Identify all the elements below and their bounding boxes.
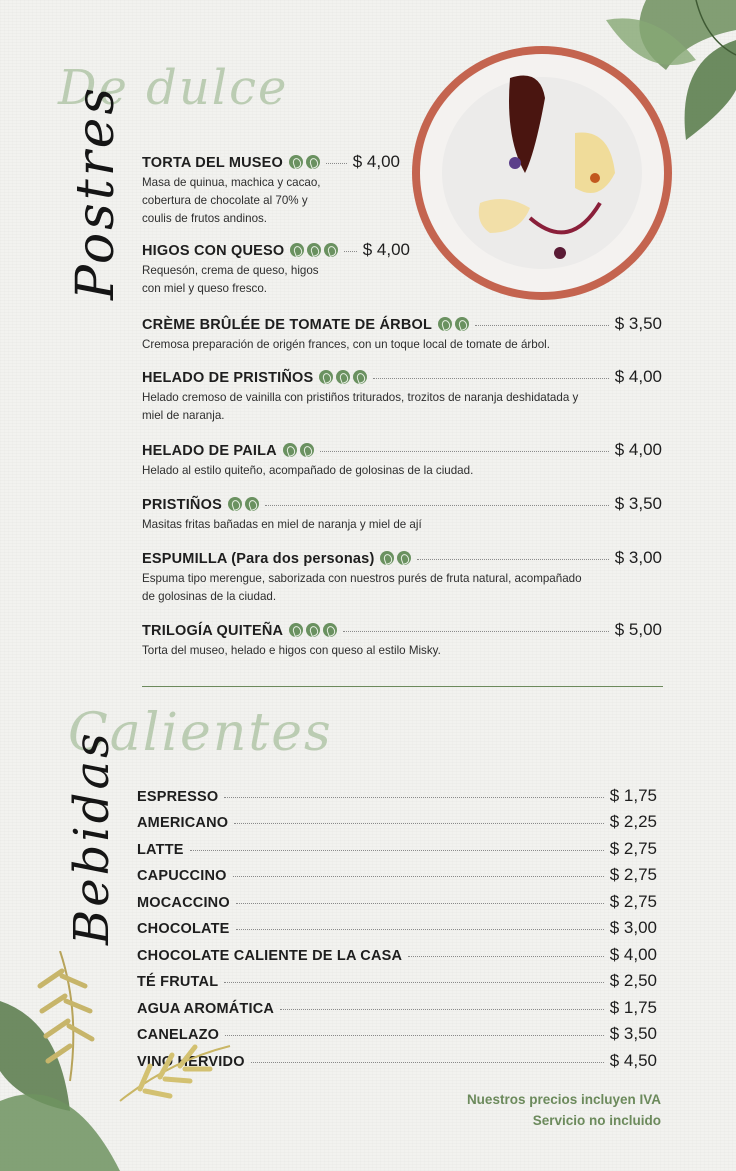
dairy-icon <box>324 243 338 257</box>
vegetarian-icon <box>336 370 350 384</box>
drink-row-latte <box>137 839 657 859</box>
drink-name: LATTE <box>137 842 184 858</box>
vegetarian-icon <box>306 623 320 637</box>
dot-leader <box>326 163 347 164</box>
drink-name: AMERICANO <box>137 815 229 831</box>
dot-leader <box>320 451 609 452</box>
vegetarian-icon <box>307 243 321 257</box>
item-name: CRÈME BRÛLÉE DE TOMATE DE ÁRBOL <box>142 317 433 333</box>
vegetarian-icon <box>455 317 469 331</box>
item-description: Cremosa preparación de origén frances, con un toque local de tomate de árbol. <box>142 338 550 351</box>
dairy-icon <box>397 551 411 565</box>
item-name: HIGOS CON QUESO <box>142 243 285 259</box>
drink-name: ESPRESSO <box>137 789 219 805</box>
drink-price: $ 4,00 <box>609 945 657 964</box>
item-name: HELADO DE PAILA <box>142 443 277 459</box>
dairy-icon <box>353 370 367 384</box>
drink-price: $ 1,75 <box>609 786 657 805</box>
drink-price: $ 2,50 <box>609 971 657 990</box>
drink-row-espresso <box>137 786 657 806</box>
section-divider <box>142 686 663 687</box>
item-description: Masitas fritas bañadas en miel de naranja y miel de ají <box>142 518 422 531</box>
dairy-icon <box>245 497 259 511</box>
item-price: $ 3,00 <box>614 548 662 567</box>
drink-price: $ 4,50 <box>609 1051 657 1070</box>
postres-side-label: Postres <box>66 84 126 300</box>
item-name: HELADO DE PRISTIÑOS <box>142 370 314 386</box>
item-description: Helado cremoso de vainilla con pristiños triturados, trozitos de naranja deshidatada y miel de naranja. <box>142 391 579 422</box>
menu-item-torta-del-museo <box>142 152 400 228</box>
dairy-icon <box>323 623 337 637</box>
dot-leader <box>233 876 604 877</box>
dot-leader <box>251 1062 604 1063</box>
drink-row-americano <box>137 812 657 832</box>
dot-leader <box>236 903 604 904</box>
menu-item-helado-de-paila <box>142 440 662 480</box>
drink-price: $ 2,75 <box>609 892 657 911</box>
postres-section-title: De dulce <box>58 60 289 116</box>
drink-name: TÉ FRUTAL <box>137 974 219 990</box>
item-name: TORTA DEL MUSEO <box>142 155 284 171</box>
drink-row-chocolate <box>137 918 657 938</box>
dot-leader <box>408 956 604 957</box>
dot-leader <box>343 631 609 632</box>
menu-item-helado-de-pristinos <box>142 367 662 425</box>
dot-leader <box>190 850 604 851</box>
drink-price: $ 2,75 <box>609 865 657 884</box>
menu-item-trilogia-quitena <box>142 620 662 660</box>
drink-name: VINO HERVIDO <box>137 1054 245 1070</box>
drink-name: MOCACCINO <box>137 895 230 911</box>
dot-leader <box>344 251 356 252</box>
gluten-free-icon <box>380 551 394 565</box>
item-description: Masa de quinua, machica y cacao, cobertura de chocolate al 70% y coulis de frutos andinos. <box>142 176 321 225</box>
dot-leader <box>265 505 609 506</box>
menu-item-pristinos <box>142 494 662 534</box>
drink-price: $ 1,75 <box>609 998 657 1017</box>
dot-leader <box>234 823 604 824</box>
gluten-free-icon <box>289 623 303 637</box>
drink-price: $ 3,50 <box>609 1024 657 1043</box>
leaf-decoration-bottom-left-icon <box>0 951 240 1171</box>
dot-leader <box>373 378 608 379</box>
item-price: $ 3,50 <box>614 494 662 513</box>
item-description: Helado al estilo quiteño, acompañado de golosinas de la ciudad. <box>142 464 474 477</box>
dairy-icon <box>300 443 314 457</box>
item-price: $ 4,00 <box>362 240 410 259</box>
item-description: Requesón, crema de queso, higos con miel y queso fresco. <box>142 264 319 295</box>
drink-name: CHOCOLATE <box>137 921 230 937</box>
bebidas-side-label: Bebidas <box>64 730 120 945</box>
drink-name: CHOCOLATE CALIENTE DE LA CASA <box>137 948 403 964</box>
drink-price: $ 3,00 <box>609 918 657 937</box>
drink-row-mocaccino <box>137 892 657 912</box>
item-price: $ 4,00 <box>352 152 400 171</box>
gluten-free-icon <box>438 317 452 331</box>
item-price: $ 3,50 <box>614 314 662 333</box>
drink-price: $ 2,75 <box>609 839 657 858</box>
item-description: Torta del museo, helado e higos con queso al estilo Misky. <box>142 644 441 657</box>
vegetarian-icon <box>306 155 320 169</box>
dot-leader <box>475 325 609 326</box>
dessert-plate-image <box>410 43 674 303</box>
menu-item-espumilla <box>142 548 662 606</box>
drink-name: CAPUCCINO <box>137 868 227 884</box>
footer-iva-note: Nuestros precios incluyen IVA <box>466 1092 661 1107</box>
footer-service-note: Servicio no incluido <box>532 1113 661 1128</box>
menu-item-creme-brulee <box>142 314 662 354</box>
menu-item-higos-con-queso <box>142 240 410 298</box>
item-name: PRISTIÑOS <box>142 497 222 513</box>
item-price: $ 4,00 <box>614 367 662 386</box>
item-description: Espuma tipo merengue, saborizada con nuestros purés de fruta natural, acompañado de golosinas de la ciudad. <box>142 572 582 603</box>
gluten-free-icon <box>228 497 242 511</box>
gluten-free-icon <box>319 370 333 384</box>
gluten-free-icon <box>283 443 297 457</box>
bebidas-section-title: Calientes <box>68 703 333 763</box>
item-name: TRILOGÍA QUITEÑA <box>142 623 284 639</box>
item-name: ESPUMILLA (Para dos personas) <box>142 551 375 567</box>
drink-name: AGUA AROMÁTICA <box>137 1001 275 1017</box>
gluten-free-icon <box>290 243 304 257</box>
drink-row-capuccino <box>137 865 657 885</box>
gluten-free-icon <box>289 155 303 169</box>
dot-leader <box>236 929 604 930</box>
drink-name: CANELAZO <box>137 1027 220 1043</box>
drink-price: $ 2,25 <box>609 812 657 831</box>
dot-leader <box>225 1035 604 1036</box>
dot-leader <box>417 559 608 560</box>
dot-leader <box>224 797 603 798</box>
item-price: $ 5,00 <box>614 620 662 639</box>
item-price: $ 4,00 <box>614 440 662 459</box>
dot-leader <box>224 982 603 983</box>
dot-leader <box>280 1009 604 1010</box>
